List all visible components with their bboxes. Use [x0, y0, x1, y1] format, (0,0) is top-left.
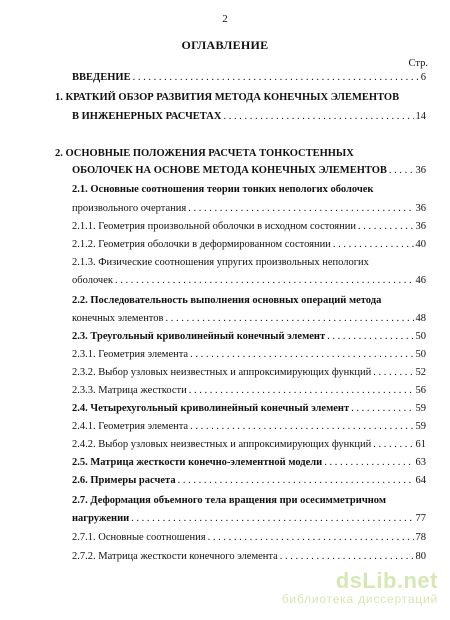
page-column-label: Стр.: [408, 58, 428, 69]
watermark-logo: dsLib.net: [335, 568, 438, 593]
toc-entry-page: 40: [415, 239, 426, 250]
toc-entry-page: 48: [415, 313, 426, 324]
toc-entry-page: 50: [415, 349, 426, 360]
toc-entry-2-2[interactable]: 2.2. Последовательность выполнения основных операций метода: [72, 295, 382, 306]
toc-entry-2-3[interactable]: 2.3. Треугольный криволинейный конечный элемент . . . 50: [72, 330, 426, 344]
toc-entry-page: 77: [415, 513, 426, 524]
toc-entry-2-7-2[interactable]: 2.7.2. Матрица жесткости конечного элемента . . . 80: [72, 550, 426, 564]
toc-entry-page: 64: [415, 475, 426, 486]
toc-entry-page: 56: [415, 385, 426, 396]
toc-entry-2-1-cont[interactable]: произвольного очертания . . . 36: [72, 202, 426, 216]
toc-entry-page: 61: [415, 439, 426, 450]
toc-entry-page: 59: [415, 421, 426, 432]
page-title: ОГЛАВЛЕНИЕ: [181, 38, 269, 52]
toc-entry-page: 78: [415, 532, 426, 543]
toc-entry-chapter-1[interactable]: 1. КРАТКИЙ ОБЗОР РАЗВИТИЯ МЕТОДА КОНЕЧНЫХ ЭЛЕМЕНТОВ: [55, 92, 400, 103]
toc-entry-2-1-3-cont[interactable]: оболочек . . . 46: [72, 274, 426, 288]
toc-entry-page: 80: [415, 551, 426, 562]
toc-entry-chapter-2-cont[interactable]: ОБОЛОЧЕК НА ОСНОВЕ МЕТОДА КОНЕЧНЫХ ЭЛЕМЕНТОВ . . . 36: [72, 164, 426, 178]
toc-entry-page: 36: [415, 221, 426, 232]
toc-entry-2-1-2[interactable]: 2.1.2. Геометрия оболочки в деформированном состоянии . . . 40: [72, 238, 426, 252]
toc-entry-page: 52: [415, 367, 426, 378]
toc-entry-2-4[interactable]: 2.4. Четырехугольный криволинейный конечный элемент . . . 59: [72, 402, 426, 416]
toc-entry-2-4-2[interactable]: 2.4.2. Выбор узловых неизвестных и аппроксимирующих функций . . . 61: [72, 438, 426, 452]
toc-entry-2-1-1[interactable]: 2.1.1. Геометрия произвольной оболочки в исходном состоянии . . . 36: [72, 220, 426, 234]
toc-entry-2-3-3[interactable]: 2.3.3. Матрица жесткости . . . 56: [72, 384, 426, 398]
toc-entry-text: ВВЕДЕНИЕ: [72, 72, 131, 83]
toc-entry-page: 59: [415, 403, 426, 414]
toc-entry-2-1-3[interactable]: 2.1.3. Физические соотношения упругих произвольных непологих: [72, 257, 369, 268]
toc-entry-page: 14: [415, 111, 426, 122]
toc-entry-2-3-2[interactable]: 2.3.2. Выбор узловых неизвестных и аппроксимирующих функций . . . 52: [72, 366, 426, 380]
toc-entry-2-7[interactable]: 2.7. Деформация объемного тела вращения при осесимметричном: [72, 495, 386, 506]
toc-entry-introduction[interactable]: [72, 71, 426, 85]
toc-entry-2-6[interactable]: 2.6. Примеры расчета . . . 64: [72, 474, 426, 488]
toc-entry-page: 63: [415, 457, 426, 468]
watermark: [282, 568, 438, 606]
toc-entry-page: 36: [415, 203, 426, 214]
toc-entry-2-7-1[interactable]: 2.7.1. Основные соотношения . . . 78: [72, 531, 426, 545]
toc-entry-2-1[interactable]: 2.1. Основные соотношения теории тонких непологих оболочек: [72, 184, 374, 195]
toc-entry-chapter-1-cont[interactable]: В ИНЖЕНЕРНЫХ РАСЧЕТАХ . . . 14: [72, 110, 426, 124]
watermark-subtitle: библиотека диссертаций: [281, 592, 438, 606]
toc-entry-2-7-cont[interactable]: нагружении . . . 77: [72, 512, 426, 526]
toc-entry-page: 6: [420, 72, 426, 83]
toc-entry-page: 36: [415, 165, 426, 176]
toc-entry-2-4-1[interactable]: 2.4.1. Геометрия элемента . . . 59: [72, 420, 426, 434]
toc-entry-2-5[interactable]: 2.5. Матрица жесткости конечно-элементной модели . . . 63: [72, 456, 426, 470]
page-number: 2: [222, 13, 228, 25]
toc-entry-2-3-1[interactable]: 2.3.1. Геометрия элемента . . . 50: [72, 348, 426, 362]
toc-entry-2-2-cont[interactable]: конечных элементов . . . 48: [72, 312, 426, 326]
toc-entry-page: 46: [415, 275, 426, 286]
toc-entry-page: 50: [415, 331, 426, 342]
toc-entry-chapter-2[interactable]: 2. ОСНОВНЫЕ ПОЛОЖЕНИЯ РАСЧЕТА ТОНКОСТЕННЫХ: [55, 148, 354, 159]
